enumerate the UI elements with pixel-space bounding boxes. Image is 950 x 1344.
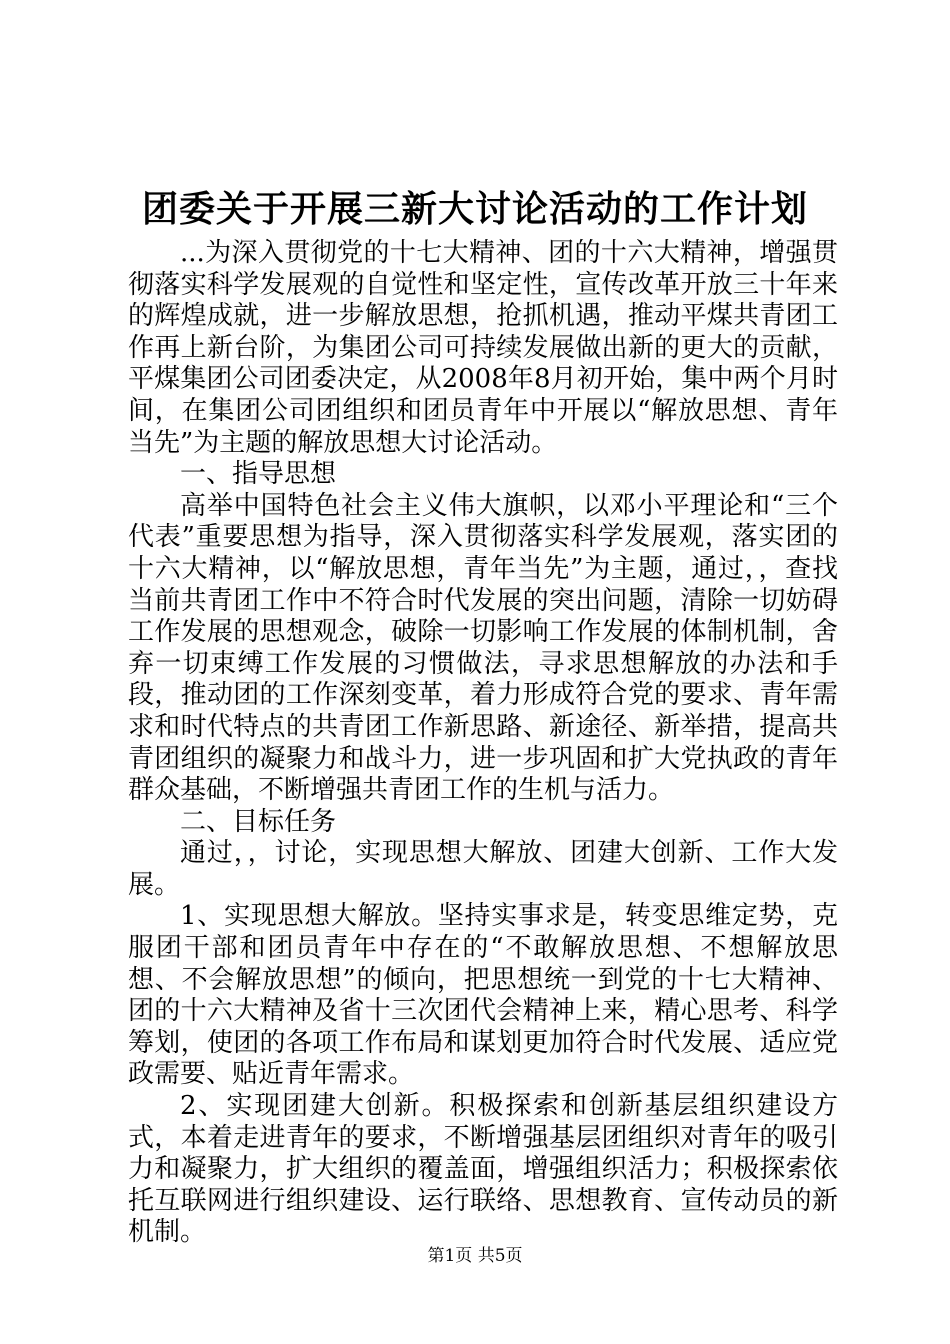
guiding-ideology-paragraph: 高举中国特色社会主义伟大旗帜，以邓小平理论和“三个代表”重要思想为指导，深入贯彻落实科学发展观，落实团的十六大精神，以“解放思想，青年当先”为主题，通过，，查找当前共青团工作中不符合时代发展的突出问题，清除一切妨碍工作发展的思想观念，破除一切影响工作发展的体制机制，舍弃一切束缚工作发展的习惯做法，寻求思想解放的办法和手段，推动团的工作深刻变革，着力形成符合党的要求、青年需求和时代特点的共青团工作新思路、新途径、新举措，提高共青团组织的凝聚力和战斗力，进一步巩固和扩大党执政的青年群众基础，不断增强共青团工作的生机与活力。 (128, 490, 838, 806)
document-title: 团委关于开展三新大讨论活动的工作计划 (141, 188, 808, 230)
goal-item-1: 1、实现思想大解放。坚持实事求是，转变思维定势，克服团干部和团员青年中存在的“不敢解放思想、不想解放思想、不会解放思想”的倾向，把思想统一到党的十七大精神、团的十六大精神及省十三次团代会精神上来，精心思考、科学筹划，使团的各项工作布局和谋划更加符合时代发展、适应党政需要、贴近青年需求。 (128, 901, 838, 1090)
intro-paragraph: ...为深入贯彻党的十七大精神、团的十六大精神，增强贯彻落实科学发展观的自觉性和坚定性，宣传改革开放三十年来的辉煌成就，进一步解放思想，抢抓机遇，推动平煤共青团工作再上新台阶，为集团公司可持续发展做出新的更大的贡献，平煤集团公司团委决定，从2008年8月初开始，集中两个月时间，在集团公司团组织和团员青年中开展以“解放思想、青年当先”为主题的解放思想大讨论活动。 (128, 238, 838, 458)
document-body (128, 238, 838, 1249)
section-heading-goals: 二、目标任务 (180, 806, 337, 837)
goal-item-2: 2、实现团建大创新。积极探索和创新基层组织建设方式，本着走进青年的要求，不断增强基层团组织对青年的吸引力和凝聚力，扩大组织的覆盖面，增强组织活力；积极探索依托互联网进行组织建设、运行联络、思想教育、宣传动员的新机制。 (128, 1091, 838, 1248)
goals-paragraph: 通过，，讨论，实现思想大解放、团建大创新、工作大发展。 (128, 838, 838, 900)
page-footer: 第1页 共5页 (427, 1246, 523, 1266)
section-heading-guiding-ideology: 一、指导思想 (180, 459, 337, 490)
